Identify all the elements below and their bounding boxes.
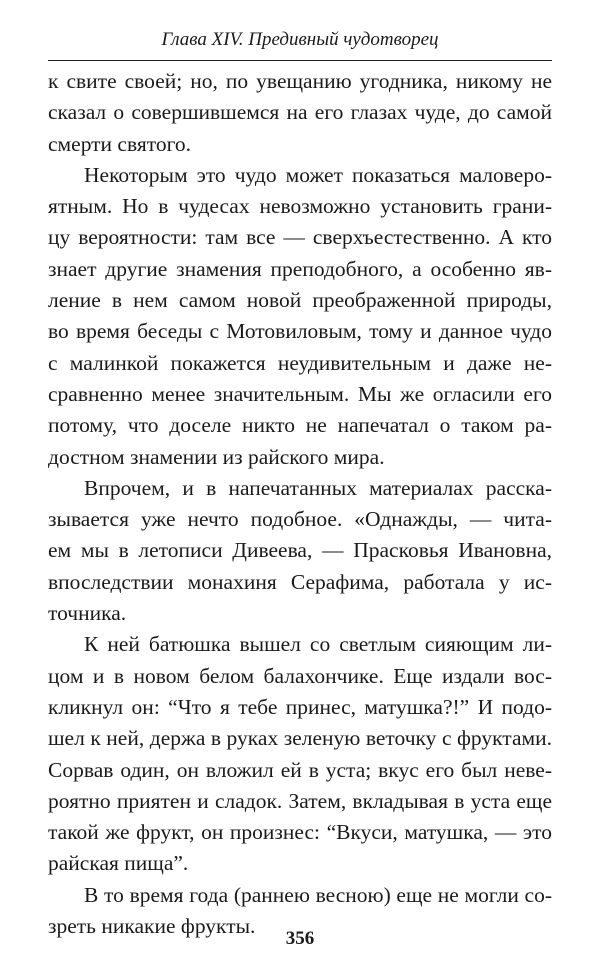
text-line: такой же фрукт, он произнес: “Вкуси, матушка, — это <box>48 820 552 845</box>
paragraph <box>48 66 552 160</box>
text-line: зывается уже нечто подобное. «Однажды, — чита- <box>48 507 552 532</box>
running-title: Глава XIV. Предивный чудотворец <box>161 29 439 50</box>
text-line: шел к ней, держа в руках зеленую веточку с фруктами. <box>48 726 552 751</box>
text-line: цу вероятности: там все — сверхъестественно. А кто <box>48 225 552 250</box>
text-line: знает другие знамения преподобного, а особенно яв- <box>48 256 552 281</box>
text-line: ем мы в летописи Дивеева, — Прасковья Ивановна, <box>48 538 552 563</box>
page-number: 356 <box>285 928 315 949</box>
running-header <box>48 20 552 61</box>
text-line: сравненно менее значительным. Мы же огласили его <box>48 381 552 406</box>
text-line: с малинкой покажется неудивительным и даже не- <box>48 350 552 375</box>
text-line: ятным. Но в чудесах невозможно установить грани- <box>48 194 552 219</box>
text-line: Сорвав один, он вложил ей в уста; вкус его был неве- <box>48 757 552 782</box>
text-line: В то время года (раннею весною) еще не могли со- <box>84 882 552 907</box>
text-line: достном знамении из райского мира. <box>48 444 385 469</box>
paragraph <box>48 160 552 473</box>
text-line: райская пища”. <box>48 851 189 876</box>
text-line: потому, что доселе никто не напечатал о таком ра- <box>48 413 552 438</box>
text-line: смерти святого. <box>48 131 192 156</box>
text-line: Некоторым это чудо может показаться маловеро- <box>84 162 552 187</box>
paragraph <box>48 473 552 629</box>
text-line: роятно приятен и сладок. Затем, вкладывая в уста еще <box>48 788 552 813</box>
text-line: ление в нем самом новой преображенной природы, <box>48 288 552 313</box>
paragraph <box>48 629 552 879</box>
text-line: К ней батюшка вышел со светлым сияющим ли- <box>84 632 552 657</box>
text-line: во время беседы с Мотовиловым, тому и данное чудо <box>48 319 552 344</box>
text-line: к свите своей; но, по увещанию угодника, никому не <box>48 69 552 93</box>
text-line: сказал о совершившемся на его глазах чуде, до самой <box>48 100 552 125</box>
text-line: цом и в новом белом балахончике. Еще издали вос- <box>48 663 552 688</box>
text-line: зреть никакие фрукты. <box>48 914 256 939</box>
text-line: кликнул он: “Что я тебе принес, матушка?!” И подо- <box>48 694 552 719</box>
text-line: точника. <box>48 601 127 626</box>
text-line: впоследствии монахиня Серафима, работала у ис- <box>48 569 552 594</box>
page-body <box>48 66 552 942</box>
text-line: Впрочем, и в напечатанных материалах расска- <box>84 475 552 500</box>
